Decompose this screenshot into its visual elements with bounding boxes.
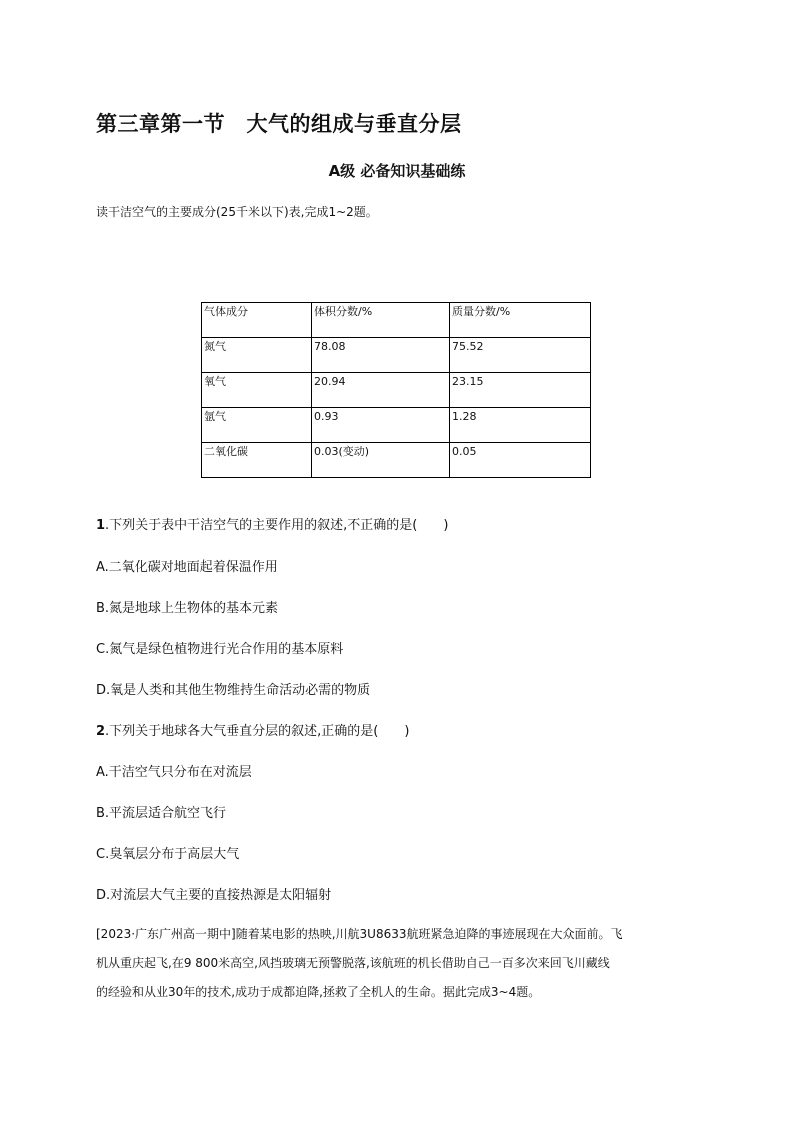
cell-mass: 1.28 [450,408,591,443]
question-1-stem [96,514,448,533]
cell-volume: 78.08 [312,338,450,373]
table-row [202,408,591,443]
table-intro-text: 读干洁空气的主要成分(25千米以下)表,完成1~2题。 [96,205,378,219]
cell-mass: 23.15 [450,373,591,408]
question-1-option-d: D.氧是人类和其他生物维持生命活动必需的物质 [96,683,371,698]
table-row [202,373,591,408]
cell-gas: 氧气 [202,373,312,408]
question-2-option-d: D.对流层大气主要的直接热源是太阳辐射 [96,888,332,903]
question-1-option-c: C.氮气是绿色植物进行光合作用的基本原料 [96,642,344,657]
cell-gas: 氩气 [202,408,312,443]
header-volume: 体积分数/% [312,303,450,338]
cell-volume: 0.93 [312,408,450,443]
question-number: 1 [96,518,106,533]
cell-mass: 0.05 [450,443,591,478]
passage-line: [2023·广东广州高一期中]随着某电影的热映,川航3U8633航班紧急迫降的事迹展现在大众面前。飞 [96,927,623,941]
question-2-stem [96,720,409,739]
question-number: 2 [96,724,106,739]
table-row [202,338,591,373]
passage-line: 机从重庆起飞,在9 800米高空,风挡玻璃无预警脱落,该航班的机长借助自己一百多次来回飞川藏线 [96,956,610,970]
table-header-row [202,303,591,338]
question-2-option-a: A.干洁空气只分布在对流层 [96,765,252,780]
passage-line: 的经验和从业30年的技术,成功于成都迫降,拯救了全机人的生命。据此完成3~4题。 [96,985,541,999]
reading-passage [96,920,706,1007]
cell-volume: 20.94 [312,373,450,408]
header-mass: 质量分数/% [450,303,591,338]
cell-mass: 75.52 [450,338,591,373]
question-1-option-a: A.二氧化碳对地面起着保温作用 [96,560,278,575]
question-text: .下列关于表中干洁空气的主要作用的叙述,不正确的是( ) [105,518,449,533]
question-2-option-c: C.臭氧层分布于高层大气 [96,847,240,862]
question-text: .下列关于地球各大气垂直分层的叙述,正确的是( ) [105,724,410,739]
cell-gas: 氮气 [202,338,312,373]
air-composition-table [201,302,591,478]
page-title: 第三章第一节 大气的组成与垂直分层 [96,112,462,136]
question-2-option-b: B.平流层适合航空飞行 [96,806,227,821]
section-level-heading: A级 必备知识基础练 [328,162,466,180]
cell-volume: 0.03(变动) [312,443,450,478]
cell-gas: 二氧化碳 [202,443,312,478]
question-1-option-b: B.氮是地球上生物体的基本元素 [96,601,279,616]
header-gas: 气体成分 [202,303,312,338]
table-row [202,443,591,478]
